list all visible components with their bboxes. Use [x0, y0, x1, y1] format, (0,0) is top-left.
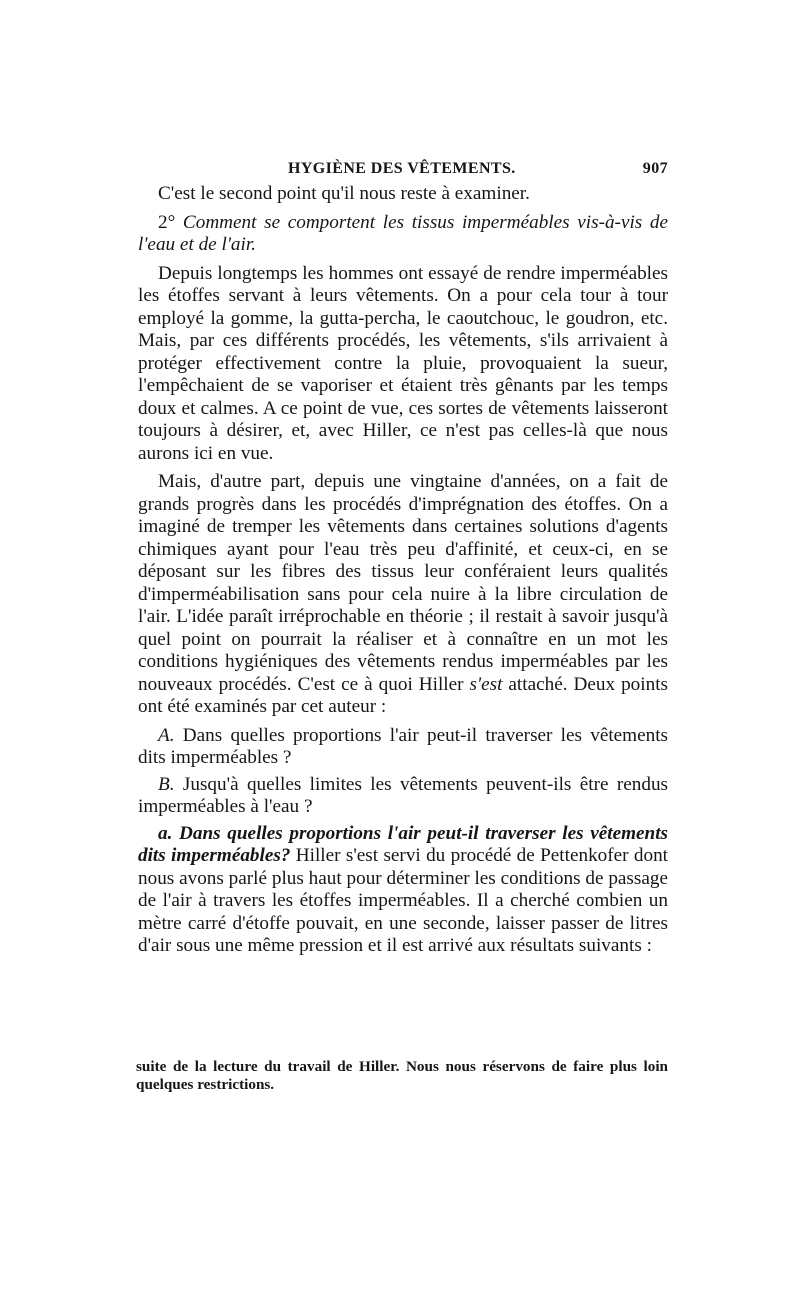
paragraph-impregnation-end: attaché. Deux points ont été examinés par cet auteur : [138, 673, 668, 717]
paragraph-air-results-text: Hiller s'est servi du procédé de Pettenkofer dont nous avons parlé plus haut pour déterminer les conditions de passage de l'air à travers les étoffes imperméables. Il a cherché combien un mètre carré d'étoffe pouvait, en une seconde, laisser passer de litres d'air sous une même pression et il est arrivé aux résultats suivants : [138, 845, 668, 956]
running-head [138, 160, 668, 184]
question-a-text: Dans quelles proportions l'air peut-il traverser les vêtements dits imperméables ? [138, 724, 669, 768]
paragraph-intro-text: C'est le second point qu'il nous reste à examiner. [158, 183, 530, 204]
section-heading-text: Comment se comportent les tissus imperméables vis-à-vis de l'eau et de l'air. [138, 211, 668, 255]
footnote [136, 1058, 668, 1094]
question-b-text: Jusqu'à quelles limites les vêtements peuvent-ils être rendus imperméables à l'eau ? [138, 773, 669, 817]
body-text [138, 183, 668, 964]
question-b-label: B. [158, 773, 175, 795]
question-a [138, 725, 668, 770]
section-number: 2° [158, 211, 176, 233]
paragraph-history-text: Depuis longtemps les hommes ont essayé de rendre imperméables les étoffes servant à leurs vêtements. On a pour cela tour à tour employé la gomme, la gutta-percha, le caoutchouc, le goudron, etc. Mais, par ces différents procédés, les vêtements, s'ils arrivaient à protéger effectivement contre la pluie, provoquaient la sueur, l'empêchaient de se vaporiser et étaient très gênants par les temps doux et calmes. A ce point de vue, ces sortes de vêtements laisseront toujours à désirer, et, avec Hiller, ce n'est pas celles-là que nous aurons ici en vue. [138, 262, 668, 464]
question-b [138, 774, 668, 819]
footnote-text: suite de la lecture du travail de Hiller. Nous nous réservons de faire plus loin quelques restrictions. [136, 1058, 668, 1093]
emphasis-word: s'est [469, 673, 503, 695]
page-number: 907 [642, 160, 668, 177]
paragraph-intro [138, 183, 668, 206]
subsection-a-heading: a. Dans quelles proportions l'air peut-il traverser les vêtements dits imperméables? [138, 822, 668, 866]
paragraph-air-results [138, 823, 668, 958]
paragraph-impregnation [138, 471, 668, 719]
question-a-label: A. [158, 724, 175, 746]
running-title: HYGIÈNE DES VÊTEMENTS. [288, 160, 516, 177]
section-heading-2 [138, 212, 668, 257]
paragraph-impregnation-text: Mais, d'autre part, depuis une vingtaine d'années, on a fait de grands progrès dans les procédés d'imprégnation des étoffes. On a imaginé de tremper les vêtements dans certaines solutions d'agents chimiques ayant pour l'eau très peu d'affinité, et ceux-ci, en se déposant sur les fibres des tissus leur conféraient leurs qualités d'imperméabilisation sans pour cela nuire à la libre circulation de l'air. L'idée paraît irréprochable en théorie ; il restait à savoir jusqu'à quel point on pourrait la réaliser et à connaître en un mot les conditions hygiéniques des vêtements rendus imperméables par les nouveaux procédés. C'est ce à quoi Hiller [138, 471, 668, 695]
paragraph-history [138, 263, 668, 466]
